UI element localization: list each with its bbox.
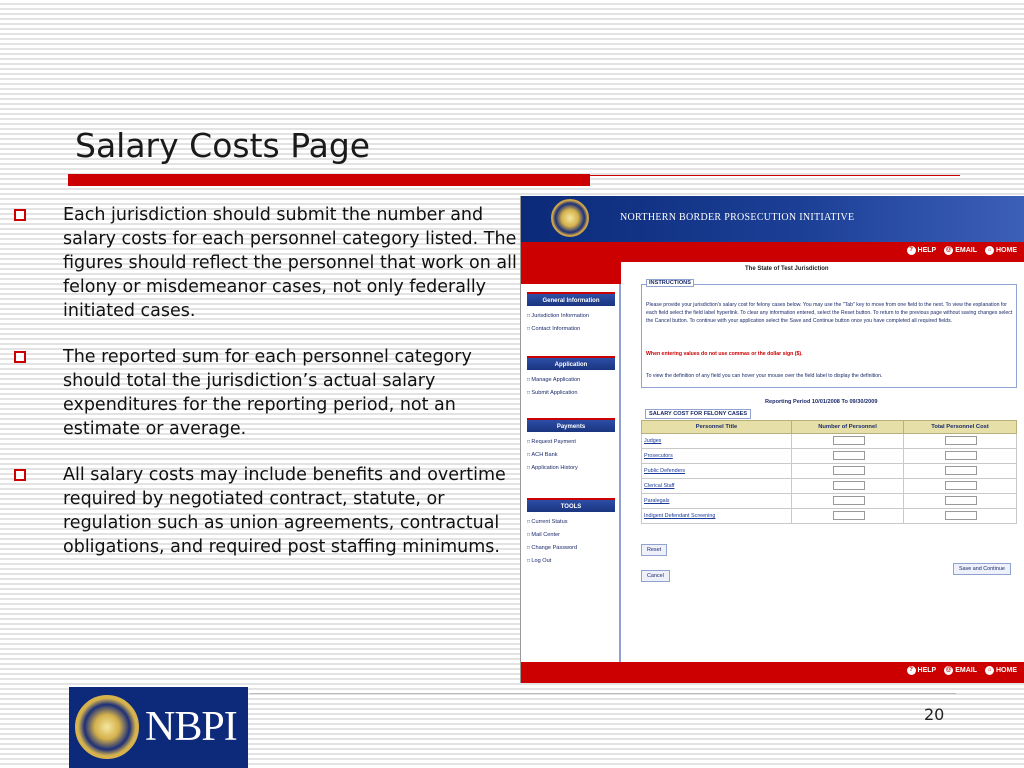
salary-cost-table xyxy=(641,420,1017,524)
application-screenshot xyxy=(520,196,1024,683)
table-row xyxy=(642,464,1017,479)
reset-button[interactable]: Reset xyxy=(641,544,667,556)
number-of-personnel-input[interactable] xyxy=(833,451,865,460)
reporting-period: Reporting Period 10/01/2008 To 09/30/2009 xyxy=(765,399,878,405)
square-bullet-icon xyxy=(14,209,26,221)
sidebar-item-request-payment[interactable]: □ Request Payment xyxy=(521,439,621,445)
sidebar-group-payments xyxy=(521,418,621,471)
logo-text: NBPI xyxy=(145,704,237,750)
home-label: HOME xyxy=(996,667,1017,674)
instructions-hover-note: To view the definition of any field you can hover your mouse over the field label to display the definition. xyxy=(646,373,883,379)
square-bullet-icon xyxy=(14,351,26,363)
home-link[interactable] xyxy=(985,246,1017,255)
total-personnel-cost-input[interactable] xyxy=(945,511,977,520)
nbpi-logo xyxy=(69,687,248,768)
number-of-personnel-input[interactable] xyxy=(833,511,865,520)
save-and-continue-button[interactable]: Save and Continue xyxy=(953,563,1011,575)
home-icon: ⌂ xyxy=(985,666,994,675)
email-label: EMAIL xyxy=(955,247,977,254)
help-link[interactable] xyxy=(907,246,937,255)
sidebar-group-application xyxy=(521,356,621,396)
bullet-item xyxy=(12,345,517,441)
number-of-personnel-input[interactable] xyxy=(833,466,865,475)
bullet-item xyxy=(12,203,517,323)
top-nav-bar xyxy=(521,242,1024,262)
footer-divider xyxy=(250,693,956,694)
bullet-item xyxy=(12,463,517,559)
number-of-personnel-input[interactable] xyxy=(833,481,865,490)
number-of-personnel-input[interactable] xyxy=(833,496,865,505)
sidebar-item-jurisdiction-information[interactable]: □ Jurisdiction Information xyxy=(521,313,621,319)
sidebar-heading: General Information xyxy=(527,292,615,306)
help-link[interactable] xyxy=(907,666,937,675)
title-underline-thin xyxy=(590,175,960,176)
sidebar-item-contact-information[interactable]: □ Contact Information xyxy=(521,326,621,332)
help-icon: ? xyxy=(907,666,916,675)
bullet-list xyxy=(12,203,517,581)
table-row xyxy=(642,449,1017,464)
personnel-title-link[interactable]: Paralegals xyxy=(642,494,792,509)
sidebar xyxy=(521,262,621,662)
email-link[interactable] xyxy=(944,246,977,255)
help-label: HELP xyxy=(917,667,937,674)
sidebar-group-general xyxy=(521,292,621,332)
total-personnel-cost-input[interactable] xyxy=(945,466,977,475)
bullet-text: All salary costs may include benefits and overtime required by negotiated contract, statute, or regulation such as union agreements, contractual obligations, and required post staffing minimums. xyxy=(63,465,506,557)
personnel-title-link[interactable]: Public Defenders xyxy=(642,464,792,479)
site-banner xyxy=(521,196,1024,242)
help-icon: ? xyxy=(907,246,916,255)
sidebar-item-log-out[interactable]: □ Log Out xyxy=(521,558,621,564)
table-row xyxy=(642,509,1017,524)
column-header: Total Personnel Cost xyxy=(904,421,1017,434)
slide-title: Salary Costs Page xyxy=(75,126,371,165)
personnel-title-link[interactable]: Indigent Defendant Screening xyxy=(642,509,792,524)
total-personnel-cost-input[interactable] xyxy=(945,481,977,490)
table-header-row xyxy=(642,421,1017,434)
jurisdiction-title: The State of Test Jurisdiction xyxy=(745,266,829,272)
home-label: HOME xyxy=(996,247,1017,254)
table-row xyxy=(642,434,1017,449)
total-personnel-cost-input[interactable] xyxy=(945,451,977,460)
sidebar-heading: Application xyxy=(527,356,615,370)
home-link[interactable] xyxy=(985,666,1017,675)
total-personnel-cost-input[interactable] xyxy=(945,496,977,505)
email-icon: @ xyxy=(945,667,952,673)
number-of-personnel-input[interactable] xyxy=(833,436,865,445)
personnel-title-link[interactable]: Prosecutors xyxy=(642,449,792,464)
sidebar-item-mail-center[interactable]: □ Mail Center xyxy=(521,532,621,538)
section-label: SALARY COST FOR FELONY CASES xyxy=(645,409,751,419)
help-label: HELP xyxy=(917,247,937,254)
sidebar-item-manage-application[interactable]: □ Manage Application xyxy=(521,377,621,383)
page-number: 20 xyxy=(924,705,945,724)
instructions-box xyxy=(641,280,1017,388)
column-header: Number of Personnel xyxy=(792,421,904,434)
sidebar-item-application-history[interactable]: □ Application History xyxy=(521,465,621,471)
site-title: NORTHERN BORDER PROSECUTION INITIATIVE xyxy=(620,212,855,223)
sidebar-item-submit-application[interactable]: □ Submit Application xyxy=(521,390,621,396)
table-row xyxy=(642,479,1017,494)
bullet-text: The reported sum for each personnel category should total the jurisdiction’s actual salary expenditures for the reporting period, not an estimate or average. xyxy=(63,347,472,439)
personnel-title-link[interactable]: Judges xyxy=(642,434,792,449)
instructions-text: Please provide your jurisdiction's salary cost for felony cases below. You may use the "Tab" key to move from one field to the next. To view the explanation for each field select the field label hyperlink. To clear any information entered, select the Reset button. To return to the previous page without saving changes select the Cancel button. To continue with your application select the Save and Continue button once you have completed all required fields. xyxy=(646,302,1013,324)
sidebar-heading: TOOLS xyxy=(527,498,615,512)
main-content xyxy=(625,262,1024,662)
bullet-text: Each jurisdiction should submit the number and salary costs for each personnel category listed. The figures should reflect the personnel that work on all felony or misdemeanor cases, not only federally initiated cases. xyxy=(63,205,517,321)
email-icon: @ xyxy=(945,247,952,253)
square-bullet-icon xyxy=(14,469,26,481)
bottom-nav-bar xyxy=(521,662,1024,683)
total-personnel-cost-input[interactable] xyxy=(945,436,977,445)
doj-seal-icon xyxy=(551,199,589,237)
personnel-title-link[interactable]: Clerical Staff xyxy=(642,479,792,494)
email-label: EMAIL xyxy=(955,667,977,674)
sidebar-group-tools xyxy=(521,498,621,564)
table-row xyxy=(642,494,1017,509)
sidebar-item-current-status[interactable]: □ Current Status xyxy=(521,519,621,525)
doj-seal-icon xyxy=(75,695,139,759)
cancel-button[interactable]: Cancel xyxy=(641,570,670,582)
sidebar-item-change-password[interactable]: □ Change Password xyxy=(521,545,621,551)
sidebar-header-band xyxy=(521,262,621,284)
column-header: Personnel Title xyxy=(642,421,792,434)
instructions-label: INSTRUCTIONS xyxy=(646,279,694,287)
sidebar-item-ach-bank[interactable]: □ ACH Bank xyxy=(521,452,621,458)
title-underline xyxy=(68,174,590,186)
instructions-warning: When entering values do not use commas or the dollar sign ($). xyxy=(646,351,803,357)
sidebar-heading: Payments xyxy=(527,418,615,432)
home-icon: ⌂ xyxy=(985,246,994,255)
email-link[interactable] xyxy=(944,666,977,675)
